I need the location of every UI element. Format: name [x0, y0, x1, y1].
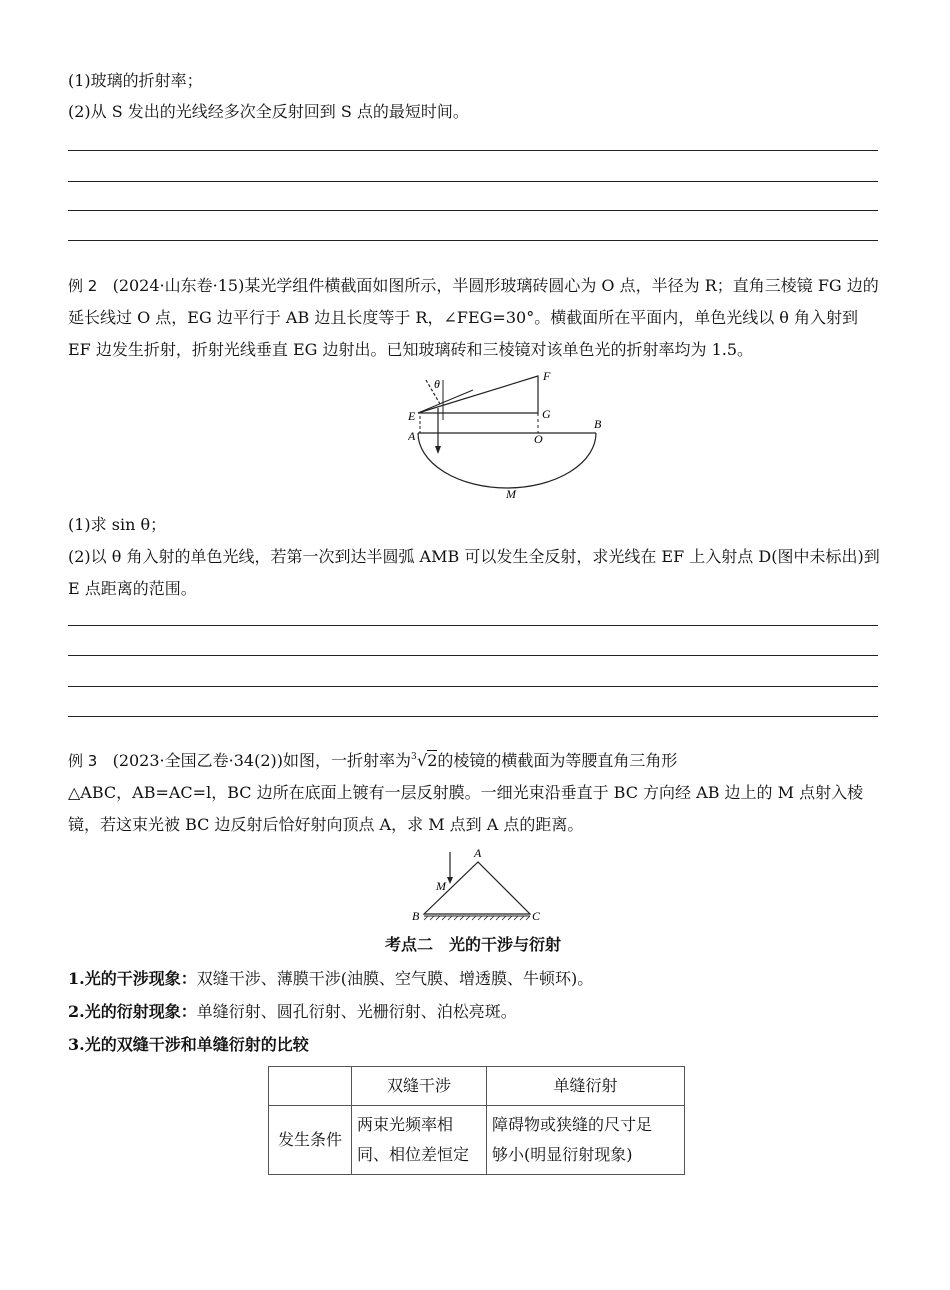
label-a: A — [408, 429, 416, 443]
answer-line — [68, 181, 878, 182]
point-2-label: 2.光的衍射现象： — [68, 1002, 197, 1021]
root-index: 3 — [410, 752, 417, 762]
section-2-title: 考点二 光的干涉与衍射 — [384, 935, 561, 954]
ray-arrow — [435, 446, 441, 454]
point-1-label: 1.光的干涉现象： — [68, 969, 197, 988]
table-cell-line: 两束光频率相 — [357, 1115, 454, 1134]
label-a: A — [474, 846, 482, 860]
comparison-table — [268, 1066, 685, 1175]
label-theta: θ — [434, 377, 440, 391]
table-header-cell: 单缝衍射 — [487, 1067, 685, 1106]
table-cell-line: 够小(明显衍射现象) — [492, 1145, 633, 1164]
table-row — [269, 1106, 685, 1175]
table-cell — [487, 1106, 685, 1175]
example-3-label: 例 3 — [68, 752, 98, 770]
point-2-text: 单缝衍射、圆孔衍射、光栅衍射、泊松亮斑。 — [196, 1002, 517, 1021]
example-2-item1: (1)求 sin θ； — [68, 515, 167, 534]
q1-item2: (2)从 S 发出的光线经多次全反射回到 S 点的最短时间。 — [68, 102, 469, 121]
label-c: C — [532, 909, 541, 923]
example-3-text-b: 的棱镜的横截面为等腰直角三角形 — [437, 751, 678, 770]
label-b: B — [594, 417, 602, 431]
example-2-body: (2024·山东卷·15)某光学组件横截面如图所示，半圆形玻璃砖圆心为 O 点，半径为 R；直角三棱镜 FG 边的延长线过 O 点，EG 边平行于 AB 边且长度等于 R，∠FEG=30°。横截面所在平面内，单色光线以 θ 角入射到 EF 边发生折射，折射光线垂直 EG 边射出。已知玻璃砖和三棱镜对该单色光的折射率均为 1.5。 — [68, 276, 879, 359]
answer-line — [68, 655, 878, 656]
section-2-point-3: 3.光的双缝干涉和单缝衍射的比较 — [68, 1035, 309, 1054]
q1-item1: (1)玻璃的折射率； — [68, 71, 203, 90]
example-3-text-c: △ABC，AB=AC=l，BC 边所在底面上镀有一层反射膜。一细光束沿垂直于 BC 方向经 AB 边上的 M 点射入棱镜，若这束光被 BC 边反射后恰好射向顶点 A，求 M 点到 A 点的距离。 — [68, 783, 864, 834]
table-cell — [352, 1106, 487, 1175]
example-2-item2: (2)以 θ 角入射的单色光线，若第一次到达半圆弧 AMB 可以发生全反射，求光线在 EF 上入射点 D(图中未标出)到 E 点距离的范围。 — [68, 547, 880, 598]
label-m: M — [506, 487, 516, 501]
section-2-point-2 — [68, 1001, 517, 1023]
table-cell-line: 障碍物或狭缝的尺寸足 — [492, 1115, 653, 1134]
answer-line — [68, 240, 878, 241]
cube-root: 3 √2 — [411, 745, 437, 777]
label-e: E — [408, 409, 416, 423]
film-hatching — [424, 916, 530, 920]
table-row-label: 发生条件 — [269, 1106, 352, 1175]
point-1-text: 双缝干涉、薄膜干涉(油膜、空气膜、增透膜、牛顿环)。 — [196, 969, 594, 988]
label-g: G — [542, 407, 551, 421]
example-3-text — [68, 745, 880, 841]
label-m: M — [436, 879, 446, 893]
answer-line — [68, 210, 878, 211]
answer-line — [68, 150, 878, 151]
example-2-label: 例 2 — [68, 277, 98, 295]
label-b: B — [412, 909, 420, 923]
answer-line — [68, 625, 878, 626]
table-cell-line: 同、相位差恒定 — [357, 1145, 470, 1164]
table-header-cell: 双缝干涉 — [352, 1067, 487, 1106]
example-2-figure — [408, 368, 618, 508]
example-2-text — [68, 270, 880, 366]
table-header-row — [269, 1067, 685, 1106]
label-f: F — [543, 369, 551, 383]
label-o: O — [534, 432, 543, 446]
answer-line — [68, 686, 878, 687]
example-3-figure — [408, 846, 548, 926]
semicircle-amb — [418, 433, 596, 488]
table-header-cell — [269, 1067, 352, 1106]
prism-fill-line — [418, 390, 473, 413]
ray-arrow — [447, 877, 453, 884]
answer-line — [68, 716, 878, 717]
example-3-source: (2023·全国乙卷·34(2))如图，一折射率为 — [112, 751, 411, 770]
section-2-point-1 — [68, 968, 593, 990]
root-radicand: 2 — [427, 751, 438, 770]
